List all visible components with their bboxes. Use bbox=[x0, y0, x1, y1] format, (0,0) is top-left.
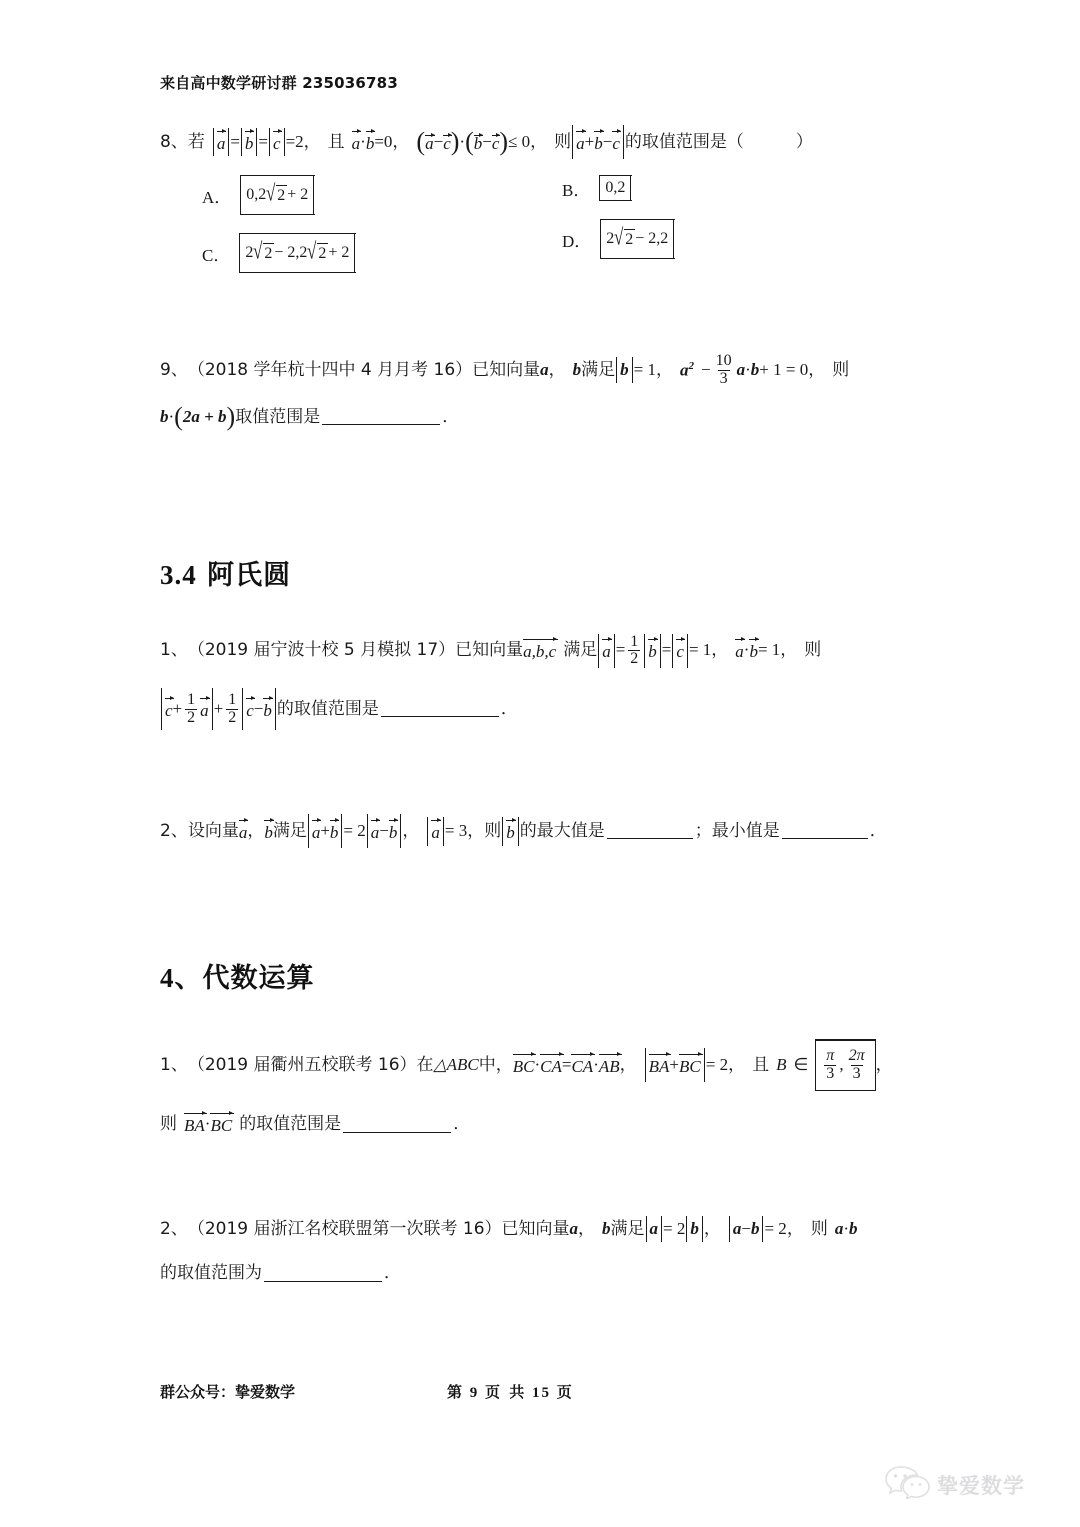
vec-CA-1: CA bbox=[540, 1052, 562, 1079]
s34-p2-line-1: 2、 设向量 a ， b 满足 a + b = 2 a − b ， a = 3 ， 则 b 的最大值是 ； 最小值是 ． bbox=[160, 814, 922, 848]
question-9 bbox=[160, 353, 922, 429]
option-b[interactable] bbox=[562, 175, 922, 201]
option-d-label: D． bbox=[562, 231, 592, 251]
abs-b-s34: b bbox=[644, 634, 661, 668]
s4-p2-number: 2、 bbox=[160, 1218, 188, 1239]
eq-1: = bbox=[230, 131, 240, 151]
abs-c-s34: c bbox=[672, 634, 688, 668]
abs-c: c bbox=[269, 128, 285, 157]
q8-tail: 的取值范围是（ bbox=[624, 131, 744, 152]
question-9-line-1: 9、 （2018 学年杭十四中 4 月月考 16） 已知向量 a ， b 满足 b = 1 ， $a^2$ − $\frac{10}{3}$ a · b + 1 = 0 ， 则 bbox=[160, 352, 850, 387]
watermark-text: 挚爱数学 bbox=[937, 1473, 1025, 1498]
interval-pi-3-2pi-3: $\frac{\pi}{3}$ , $\frac{2\pi}{3}$ bbox=[815, 1039, 875, 1091]
section-heading-3-4 bbox=[160, 553, 922, 592]
question-8-options bbox=[202, 175, 922, 291]
q9-l2-var-b: b bbox=[160, 406, 169, 426]
answer-blank-s34-p1[interactable] bbox=[381, 701, 499, 717]
fraction-1-2-a: $\frac{1}{2}$ bbox=[630, 632, 639, 668]
section34-problem-2 bbox=[160, 814, 922, 848]
answer-blank-min[interactable] bbox=[782, 823, 868, 839]
q9-var-b: b bbox=[572, 359, 582, 379]
vec-CA-2: CA bbox=[571, 1052, 593, 1079]
q9-var-a: a bbox=[540, 359, 549, 379]
q9-a-squared: $a^2$ bbox=[680, 359, 694, 380]
option-a-interval: 0 , 2 √ 2 + 2 bbox=[240, 175, 314, 215]
abs-a-minus-b-s4: a − b bbox=[729, 1216, 764, 1242]
footer-account: 群公众号：挚爱数学 bbox=[160, 1383, 296, 1401]
q8-and: 且 bbox=[327, 131, 345, 152]
answer-blank-s4-p1[interactable] bbox=[343, 1117, 451, 1133]
q9-then: 则 bbox=[832, 359, 850, 380]
comma-3: ， bbox=[530, 131, 548, 152]
vec-abc: a,b,c bbox=[523, 637, 556, 664]
q9-l2-tail: 取值范围是 bbox=[235, 406, 321, 427]
option-c-interval: 2 √ 2 − 2 , 2 √ 2 + 2 bbox=[239, 233, 355, 273]
eq-4: = bbox=[374, 131, 384, 151]
comma-1: ， bbox=[303, 131, 321, 152]
zero-1: 0 bbox=[383, 131, 393, 151]
dot-1: · bbox=[360, 131, 366, 151]
s4-p2-line-1: 2、 （2019 届浙江名校联盟第一次联考 16） 已知向量 a ， b 满足 a = 2 b ， a − b = 2 ， 则 a · b bbox=[160, 1216, 922, 1242]
abs-a-s34: a bbox=[598, 634, 615, 668]
vec-BA-2: BA bbox=[184, 1111, 205, 1138]
triangle-abc: △ABC bbox=[433, 1054, 479, 1074]
section34-problem-1 bbox=[160, 634, 922, 731]
s4-p1-line-2: 则 BA · BC 的取值范围是 ． bbox=[160, 1111, 922, 1138]
page-footer bbox=[160, 1381, 922, 1402]
vec-BC-1: BC bbox=[513, 1052, 535, 1079]
q8-lead: 若 bbox=[187, 131, 205, 152]
answer-blank-s4-p2[interactable] bbox=[264, 1266, 382, 1282]
abs-a: a bbox=[213, 128, 230, 157]
s4-p2-line-2: 的取值范围为 ． bbox=[160, 1263, 401, 1284]
section4-problem-1 bbox=[160, 1039, 922, 1138]
question-8 bbox=[160, 125, 922, 291]
q9-number: 9、 bbox=[160, 359, 188, 380]
option-c[interactable] bbox=[202, 233, 562, 273]
abs-a-s4: a bbox=[646, 1216, 663, 1242]
abs-BA-plus-BC: BA + BC bbox=[645, 1048, 705, 1082]
s4-p1-source: （2019 届衢州五校联考 16） bbox=[187, 1054, 417, 1075]
section-3-4-number: 3.4 bbox=[160, 559, 197, 590]
abs-b-q9: b bbox=[616, 357, 633, 383]
vec-b-2: b bbox=[365, 133, 375, 153]
section-4-title: 代数运算 bbox=[202, 963, 315, 995]
abs-b: b bbox=[241, 128, 258, 157]
answer-blank-q9[interactable] bbox=[322, 409, 440, 425]
q8-value-2: 2 bbox=[295, 131, 304, 151]
abs-b-only-s34: b bbox=[502, 817, 519, 846]
s4-p2-source: （2019 届浙江名校联盟第一次联考 16） bbox=[187, 1218, 502, 1239]
s34-p1-source: （2019 届宁波十校 5 月模拟 17） bbox=[187, 640, 456, 661]
abs-a-plus-b-s34: a + b bbox=[308, 814, 343, 848]
q9-source: （2018 学年杭十四中 4 月月考 16） bbox=[187, 359, 473, 380]
abs-c-minus-b: c − b bbox=[242, 688, 276, 730]
comma-2: ， bbox=[392, 131, 410, 152]
q8-tail-close: ） bbox=[795, 131, 813, 152]
abs-a-plus-b-minus-c: a + b − c bbox=[572, 125, 624, 159]
vec-BC-2: BC bbox=[210, 1111, 232, 1138]
s34-p1-number: 1、 bbox=[160, 640, 188, 661]
option-d-interval: 2 √ 2 − 2 , 2 bbox=[600, 219, 674, 259]
question-9-line-2: b · ( 2a + b ) 取值范围是 ． bbox=[160, 401, 460, 431]
q9-satisfy: 满足 bbox=[581, 359, 616, 380]
wechat-icon bbox=[884, 1465, 930, 1504]
le-zero: ≤ 0 bbox=[508, 131, 531, 151]
fraction-10-3: $\frac{10}{3}$ bbox=[715, 352, 732, 387]
s4-p1-number: 1、 bbox=[160, 1054, 188, 1075]
question-8-stem bbox=[160, 125, 922, 159]
option-a-label: A． bbox=[202, 187, 232, 207]
option-b-interval: 0 , 2 bbox=[599, 175, 631, 201]
q8-then: 则 bbox=[554, 131, 572, 152]
s4-p1-line-1: 1、 （2019 届衢州五校联考 16） 在 △ABC 中， BC · CA = CA · AB ， BA + BC = 2 ， 且 B ∈ $\frac{\pi}{3}$ , $\frac{2\pi}{3}$ ， bbox=[160, 1039, 922, 1091]
group-a-minus-c: ( a − c ) bbox=[416, 126, 460, 156]
group-b-minus-c: ( b − c ) bbox=[465, 126, 509, 156]
abs-c-plus-half-a: c + $\frac{1}{2}$ a bbox=[161, 688, 213, 730]
abs-a-only-s34: a bbox=[427, 817, 444, 846]
section-heading-4 bbox=[160, 956, 922, 995]
header-note: 来自高中数学研讨群 235036783 bbox=[160, 74, 398, 92]
option-a[interactable] bbox=[202, 175, 562, 215]
option-d[interactable] bbox=[562, 219, 922, 259]
group-2a-plus-b: ( 2a + b ) bbox=[174, 401, 236, 431]
s34-p1-line-1: 1、 （2019 届宁波十校 5 月模拟 17） 已知向量 a,b,c 满足 a = $\frac{1}{2}$ b = c = 1 ， a · b = 1 ， 则 bbox=[160, 632, 822, 668]
page-content bbox=[160, 72, 922, 1289]
abs-b-s4: b bbox=[686, 1216, 703, 1242]
q8-number: 8、 bbox=[160, 131, 188, 152]
q9-lead: 已知向量 bbox=[472, 359, 541, 380]
option-c-label: C． bbox=[202, 245, 231, 265]
section4-problem-2 bbox=[160, 1216, 922, 1285]
vec-AB-1: AB bbox=[599, 1052, 620, 1079]
abs-a-minus-b-s34: a − b bbox=[367, 814, 402, 848]
section-4-number: 4、 bbox=[160, 963, 203, 994]
eq-3: = bbox=[285, 131, 296, 151]
option-b-label: B． bbox=[562, 180, 591, 200]
eq-2: = bbox=[258, 131, 269, 151]
section-3-4-title: 阿氏圆 bbox=[207, 559, 292, 591]
s34-p1-line-2: c + $\frac{1}{2}$ a + $\frac{1}{2}$ c − b 的取值范围是 ． bbox=[160, 688, 922, 730]
s34-p2-number: 2、 bbox=[160, 820, 188, 841]
answer-blank-max[interactable] bbox=[607, 823, 693, 839]
dot-2: · bbox=[459, 131, 466, 151]
vec-a-2: a bbox=[351, 133, 361, 153]
watermark-logo bbox=[884, 1465, 1025, 1504]
page-indicator: 第 9 页 共 15 页 bbox=[447, 1383, 574, 1401]
